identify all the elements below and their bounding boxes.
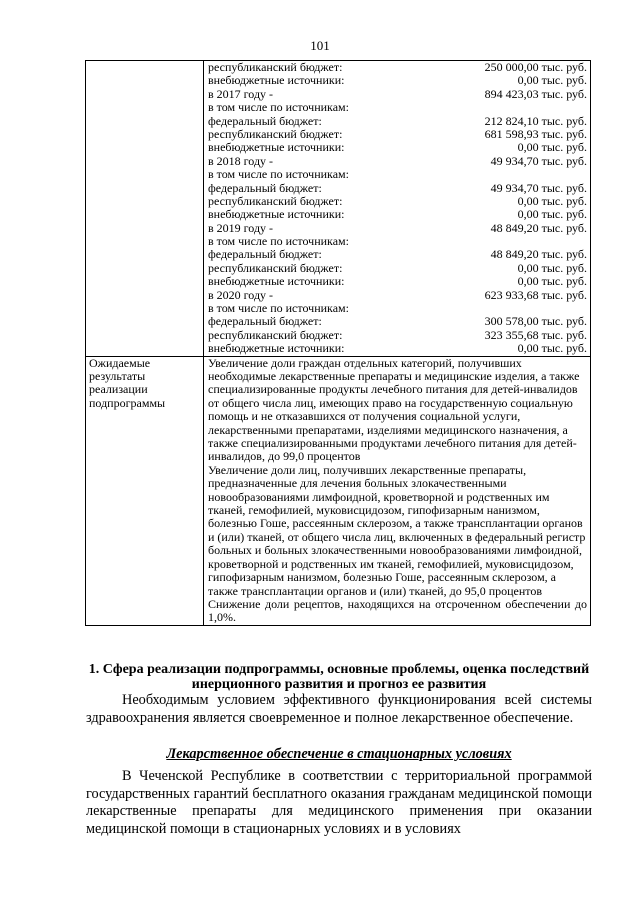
intro-paragraph: Необходимым условием эффективного функционирования всей системы здравоохранения является своевременное и полное лекарственное обеспечение. [86, 692, 592, 726]
financing-line-amount: 49 934,70 тыс. руб. [490, 153, 587, 168]
financing-line-label: в том числе по источникам: [208, 301, 349, 316]
expected-results-content [204, 357, 590, 625]
financing-line-amount: 212 824,10 тыс. руб. [484, 113, 587, 128]
subheading: Лекарственное обеспечение в стационарных условиях [166, 746, 512, 762]
financing-line-amount: 0,00 тыс. руб. [517, 341, 587, 356]
financing-line-amount: 323 355,68 тыс. руб. [484, 327, 587, 342]
financing-line-amount: 250 000,00 тыс. руб. [484, 60, 587, 74]
financing-line-amount: 48 849,20 тыс. руб. [490, 220, 587, 235]
financing-line [208, 222, 587, 235]
financing-line [208, 315, 587, 328]
financing-line-amount: 0,00 тыс. руб. [517, 260, 587, 275]
financing-line-label: федеральный бюджет: [208, 247, 322, 262]
page-number: 101 [310, 38, 330, 53]
financing-line [208, 329, 587, 342]
subprogram-passport-table [85, 60, 591, 626]
section-heading: 1. Сфера реализации подпрограммы, основные проблемы, оценка последствий инерционного развития и прогноз ее развития [88, 662, 590, 692]
financing-line-label: республиканский бюджет: [208, 60, 343, 74]
financing-line [208, 128, 587, 141]
financing-line-label: республиканский бюджет: [208, 327, 343, 342]
financing-line [208, 182, 587, 195]
financing-line-amount: 0,00 тыс. руб. [517, 274, 587, 289]
financing-line [208, 74, 587, 87]
financing-line-label: в 2019 году - [208, 220, 274, 235]
financing-line [208, 208, 587, 221]
financing-line-amount: 0,00 тыс. руб. [517, 193, 587, 208]
financing-line [208, 115, 587, 128]
financing-line-amount: 300 578,00 тыс. руб. [484, 314, 587, 329]
result-paragraph-1: Увеличение доли граждан отдельных категорий, получивших необходимые лекарственные препараты и медицинские изделия, а также специализированные продукты лечебного питания для детей-инвалидов от общего числа лиц, имеющих право на государственную социальную помощь и не отказавшихся от получения социальной услуги, лекарственными препаратами, изделиями медицинского назначения, а также специализированными продуктами лечебного питания для детей-инвалидов, до 99,0 процентов [208, 355, 580, 464]
financing-line-label: внебюджетные источники: [208, 140, 345, 155]
financing-line [208, 248, 587, 261]
financing-line [208, 302, 587, 315]
financing-lines [204, 61, 590, 356]
financing-line-label: внебюджетные источники: [208, 73, 345, 88]
financing-line-amount: 0,00 тыс. руб. [517, 207, 587, 222]
financing-line-label: внебюджетные источники: [208, 207, 345, 222]
financing-line-label: в 2018 году - [208, 153, 274, 168]
financing-line-amount: 681 598,93 тыс. руб. [484, 126, 587, 141]
financing-line [208, 289, 587, 302]
financing-line-label: республиканский бюджет: [208, 126, 343, 141]
financing-line-label: республиканский бюджет: [208, 193, 343, 208]
financing-line [208, 101, 587, 114]
financing-line [208, 342, 587, 355]
financing-line-label: в том числе по источникам: [208, 100, 349, 115]
financing-row [86, 61, 590, 356]
financing-line [208, 275, 587, 288]
body-paragraph: В Чеченской Республике в соответствии с территориальной программой государственных гарантий бесплатного оказания гражданам медицинской помощи лекарственные препараты для медицинского применения при оказании медицинской помощи в стационарных условиях и в условиях [86, 768, 592, 837]
result-paragraph-2: Увеличение доли лиц, получивших лекарственные препараты, предназначенные для лечения больных злокачественными новообразованиями лимфоидной, кроветворной и родственных им тканей, гемофилией, муковисцидозом, гипофизарным нанизмом, болезнью Гоше, рассеянным склерозом, а также трансплантации органов и (или) тканей, от общего числа лиц, включенных в федеральный регистр больных и больных злокачественными новообразованиями лимфоидной, кроветворной и родственных им тканей, гемофилией, муковисцидозом, гипофизарным нанизмом, болезнью Гоше, рассеянным склерозом, а также трансплантации органов и (или) тканей, до 95,0 процентов [208, 462, 586, 598]
financing-line-amount: 623 933,68 тыс. руб. [484, 287, 587, 302]
financing-label-cell [86, 61, 204, 356]
financing-line [208, 141, 587, 154]
financing-line-label: федеральный бюджет: [208, 314, 322, 329]
financing-line-amount: 0,00 тыс. руб. [517, 140, 587, 155]
financing-line-label: республиканский бюджет: [208, 260, 343, 275]
financing-line [208, 262, 587, 275]
financing-line-amount: 0,00 тыс. руб. [517, 73, 587, 88]
financing-line [208, 195, 587, 208]
financing-line-label: в 2020 году - [208, 287, 274, 302]
expected-results-label: Ожидаемые результаты реализации подпрограммы [86, 357, 204, 625]
financing-line [208, 235, 587, 248]
financing-line [208, 88, 587, 101]
financing-line-amount: 894 423,03 тыс. руб. [484, 86, 587, 101]
financing-line-label: федеральный бюджет: [208, 180, 322, 195]
expected-results-row [86, 356, 590, 625]
financing-line-label: внебюджетные источники: [208, 274, 345, 289]
financing-line [208, 168, 587, 181]
financing-line-amount: 48 849,20 тыс. руб. [490, 247, 587, 262]
financing-line [208, 61, 587, 74]
financing-line-amount: 49 934,70 тыс. руб. [490, 180, 587, 195]
financing-line [208, 155, 587, 168]
result-paragraph-3: Снижение доли рецептов, находящихся на отсроченном обеспечении до 1,0%. [208, 596, 587, 625]
financing-line-label: в том числе по источникам: [208, 167, 349, 182]
financing-line-label: федеральный бюджет: [208, 113, 322, 128]
financing-line-label: в 2017 году - [208, 86, 274, 101]
financing-line-label: в том числе по источникам: [208, 234, 349, 249]
financing-line-label: внебюджетные источники: [208, 341, 345, 356]
